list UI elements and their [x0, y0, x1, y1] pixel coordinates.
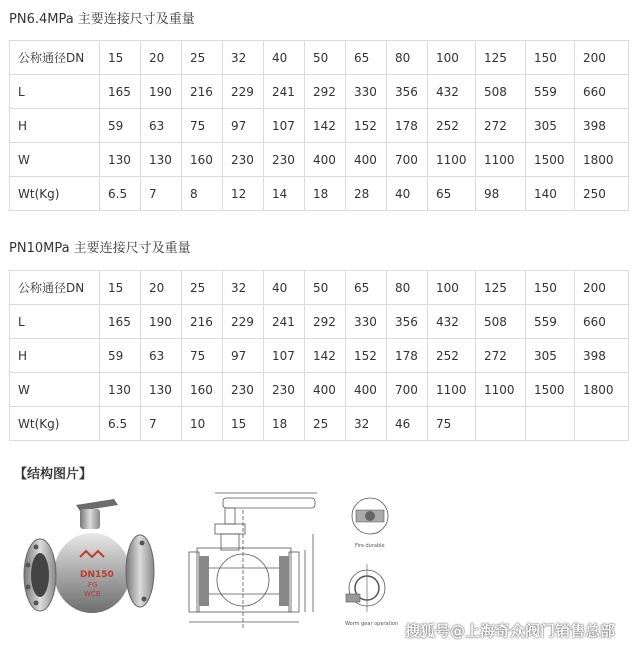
table-row	[10, 41, 629, 75]
table-cell: 660	[575, 75, 629, 109]
table-cell: 150	[526, 271, 575, 305]
table-cell: 142	[305, 339, 346, 373]
table-cell: 65	[428, 177, 476, 211]
table-row	[10, 271, 629, 305]
table-cell: 305	[526, 339, 575, 373]
table-cell: 75	[182, 109, 223, 143]
table-cell: 508	[476, 305, 526, 339]
row-header: 公称通径DN	[10, 271, 100, 305]
table-cell: 46	[387, 407, 428, 441]
worm-gear-caption: Worm gear operation	[345, 621, 399, 627]
table-cell: 50	[305, 41, 346, 75]
table-row	[10, 109, 629, 143]
table-row	[10, 177, 629, 211]
table-cell: 700	[387, 143, 428, 177]
table-cell: 130	[141, 373, 182, 407]
row-header: L	[10, 305, 100, 339]
table-cell: 7	[141, 177, 182, 211]
table-cell: 63	[141, 109, 182, 143]
table-cell: 8	[182, 177, 223, 211]
table-cell: 18	[305, 177, 346, 211]
table-cell: 216	[182, 305, 223, 339]
table-cell: 80	[387, 271, 428, 305]
table-cell: 6.5	[100, 177, 141, 211]
table-cell: 400	[346, 143, 387, 177]
table-cell: 330	[346, 305, 387, 339]
fire-safe-caption: Fire durable	[355, 543, 385, 549]
table-cell: 400	[346, 373, 387, 407]
table-cell: 178	[387, 109, 428, 143]
table-cell: 12	[223, 177, 264, 211]
table-cell: 1100	[476, 143, 526, 177]
table-cell: 160	[182, 373, 223, 407]
table-cell: 432	[428, 75, 476, 109]
table-cell: 97	[223, 339, 264, 373]
table-cell: 1500	[526, 373, 575, 407]
table-cell: 1800	[575, 373, 629, 407]
table-cell: 100	[428, 271, 476, 305]
table-cell: 32	[346, 407, 387, 441]
table-cell: 15	[100, 271, 141, 305]
table-cell: 65	[346, 271, 387, 305]
table-cell: 165	[100, 305, 141, 339]
table-cell: 229	[223, 75, 264, 109]
table-cell: 190	[141, 305, 182, 339]
row-header: W	[10, 143, 100, 177]
table-cell	[526, 407, 575, 441]
table-cell: 400	[305, 373, 346, 407]
table-row	[10, 373, 629, 407]
table-cell: 250	[575, 177, 629, 211]
valve-technical-drawing	[185, 490, 335, 635]
table-cell: 230	[223, 373, 264, 407]
table-cell: 140	[526, 177, 575, 211]
table-cell: 59	[100, 109, 141, 143]
table-cell: 660	[575, 305, 629, 339]
table-cell: 292	[305, 75, 346, 109]
table-row	[10, 339, 629, 373]
table-cell: 200	[575, 271, 629, 305]
table-cell: 1100	[428, 143, 476, 177]
table-cell: 50	[305, 271, 346, 305]
table-cell: 97	[223, 109, 264, 143]
table-cell: 559	[526, 75, 575, 109]
table-cell: 25	[182, 271, 223, 305]
table-row	[10, 143, 629, 177]
table-cell	[476, 407, 526, 441]
row-header: W	[10, 373, 100, 407]
table-cell: 75	[428, 407, 476, 441]
table-cell: 130	[100, 143, 141, 177]
table-cell: 80	[387, 41, 428, 75]
valve-marking-dn: DN150	[80, 570, 114, 580]
table-cell: 700	[387, 373, 428, 407]
figure-heading: 【结构图片】	[14, 467, 93, 482]
table-cell: 107	[264, 339, 305, 373]
table-cell: 14	[264, 177, 305, 211]
table-cell: 272	[476, 109, 526, 143]
worm-gear-detail-drawing	[342, 560, 392, 620]
table-cell: 1100	[476, 373, 526, 407]
table-cell: 32	[223, 271, 264, 305]
table-cell: 63	[141, 339, 182, 373]
table-cell: 32	[223, 41, 264, 75]
table-cell: 15	[223, 407, 264, 441]
table-cell: 241	[264, 75, 305, 109]
table-cell: 178	[387, 339, 428, 373]
table-cell: 252	[428, 109, 476, 143]
spec-table-pn10	[9, 270, 629, 441]
table-cell: 7	[141, 407, 182, 441]
table-cell: 1100	[428, 373, 476, 407]
table-cell: 292	[305, 305, 346, 339]
table-cell: 190	[141, 75, 182, 109]
table-cell: 230	[223, 143, 264, 177]
fire-safe-detail-drawing	[348, 496, 393, 546]
table-cell: 229	[223, 305, 264, 339]
table-cell: 398	[575, 109, 629, 143]
valve-marking-fg: FG	[88, 581, 98, 589]
row-header: H	[10, 339, 100, 373]
table-cell: 65	[346, 41, 387, 75]
table-cell: 142	[305, 109, 346, 143]
table-cell: 216	[182, 75, 223, 109]
table-cell: 130	[141, 143, 182, 177]
table-cell: 100	[428, 41, 476, 75]
row-header: Wt(Kg)	[10, 407, 100, 441]
row-header: H	[10, 109, 100, 143]
row-header: Wt(Kg)	[10, 177, 100, 211]
table-cell: 130	[100, 373, 141, 407]
table-cell: 40	[387, 177, 428, 211]
table-cell: 272	[476, 339, 526, 373]
valve-marking-wcb: WCB	[84, 590, 101, 598]
table-cell: 40	[264, 41, 305, 75]
table-cell: 305	[526, 109, 575, 143]
table-row	[10, 75, 629, 109]
table1-title: PN6.4MPa 主要连接尺寸及重量	[9, 12, 195, 27]
table-cell: 6.5	[100, 407, 141, 441]
table-cell: 230	[264, 373, 305, 407]
table-cell: 165	[100, 75, 141, 109]
table-cell: 398	[575, 339, 629, 373]
table-cell: 356	[387, 75, 428, 109]
table-cell: 432	[428, 305, 476, 339]
table-cell: 15	[100, 41, 141, 75]
watermark-text: 搜狐号@上海奇众阀门销售总部	[405, 622, 616, 640]
spec-table-pn6-4	[9, 40, 629, 211]
table-cell: 98	[476, 177, 526, 211]
row-header: L	[10, 75, 100, 109]
table-cell: 152	[346, 339, 387, 373]
table-cell: 40	[264, 271, 305, 305]
table-cell: 25	[305, 407, 346, 441]
table-cell: 356	[387, 305, 428, 339]
table-cell: 160	[182, 143, 223, 177]
table-cell: 400	[305, 143, 346, 177]
table-cell: 200	[575, 41, 629, 75]
valve-photo	[14, 495, 164, 625]
table-cell: 252	[428, 339, 476, 373]
table-cell: 10	[182, 407, 223, 441]
table-cell: 107	[264, 109, 305, 143]
table-cell: 20	[141, 41, 182, 75]
table-cell: 230	[264, 143, 305, 177]
table2-title: PN10MPa 主要连接尺寸及重量	[9, 241, 191, 256]
table-cell: 150	[526, 41, 575, 75]
table-cell: 330	[346, 75, 387, 109]
table-cell: 125	[476, 41, 526, 75]
table-cell: 508	[476, 75, 526, 109]
table-row	[10, 407, 629, 441]
table-cell: 75	[182, 339, 223, 373]
table-cell: 1800	[575, 143, 629, 177]
row-header: 公称通径DN	[10, 41, 100, 75]
table-cell: 152	[346, 109, 387, 143]
table-cell: 125	[476, 271, 526, 305]
table-cell: 28	[346, 177, 387, 211]
table-cell: 18	[264, 407, 305, 441]
table-row	[10, 305, 629, 339]
table-cell: 20	[141, 271, 182, 305]
table-cell: 559	[526, 305, 575, 339]
table-cell: 25	[182, 41, 223, 75]
table-cell: 59	[100, 339, 141, 373]
table-cell: 1500	[526, 143, 575, 177]
table-cell	[575, 407, 629, 441]
table-cell: 241	[264, 305, 305, 339]
